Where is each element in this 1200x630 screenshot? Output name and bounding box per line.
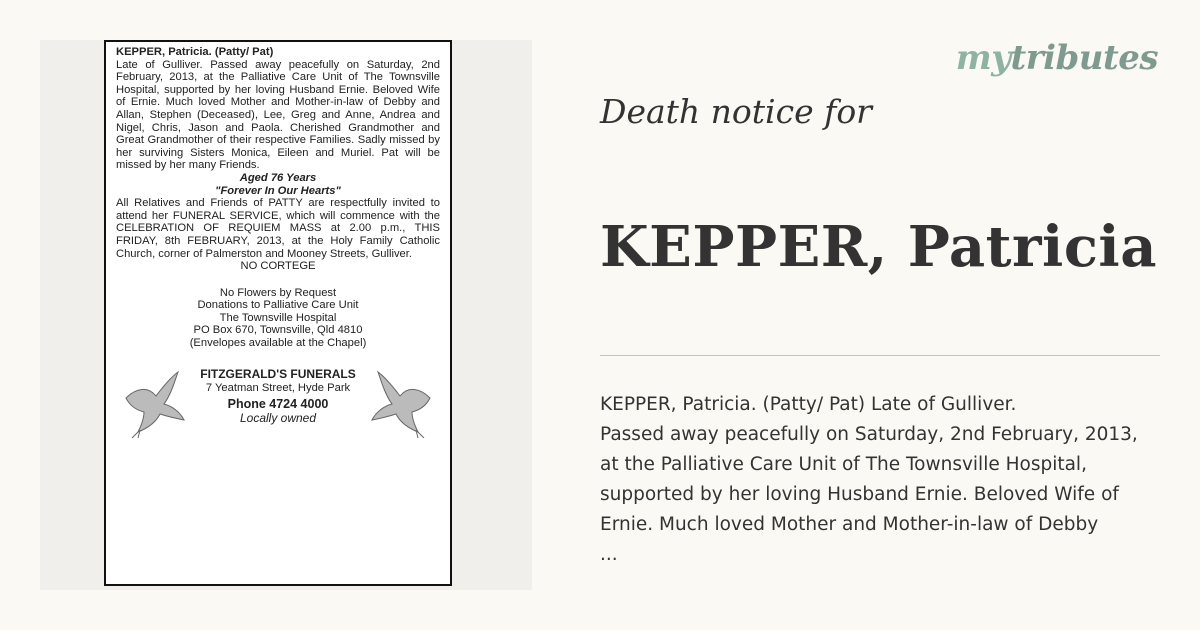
- excerpt-line: Ernie. Much loved Mother and Mother-in-law of Debby: [600, 514, 1099, 535]
- excerpt-ellipsis: ...: [600, 544, 618, 565]
- clipping-flowers: [116, 287, 440, 350]
- clipping-motto: "Forever In Our Hearts": [215, 184, 341, 197]
- newspaper-clipping: [104, 40, 452, 586]
- funeral-director-block: [116, 368, 440, 448]
- clipping-heading: KEPPER, Patricia. (Patty/ Pat): [116, 46, 274, 58]
- director-name: FITZGERALD'S FUNERALS: [200, 366, 356, 381]
- notice-image-panel: [40, 40, 532, 590]
- deceased-name: KEPPER, Patricia: [600, 214, 1157, 280]
- excerpt-line: at the Palliative Care Unit of The Townsville Hospital,: [600, 454, 1087, 475]
- dove-icon: [122, 368, 186, 438]
- flowers-line: No Flowers by Request: [219, 286, 337, 299]
- clipping-body: Late of Gulliver. Passed away peacefully on Saturday, 2nd February, 2013, at the Palliative Care Unit of The Townsville Hospital, supported by her loving Husband Ernie. Beloved Wife of Ernie. Much loved Mother and Mother-in-law of Debby and Allan, Stephen (Deceased), Lee, Greg and Anne, Andrea and Nigel, Chris, Jason and Paola. Cherished Grandmother and Great Grandmother of their respective Families. Sadly missed by her surviving Sisters Monica, Eileen and Muriel. Pat will be missed by her many Friends.: [116, 58, 440, 172]
- logo-tributes: tributes: [1010, 38, 1158, 78]
- divider: [600, 355, 1160, 356]
- excerpt-line: KEPPER, Patricia. (Patty/ Pat) Late of Gulliver.: [600, 394, 1017, 415]
- logo-my: my: [955, 38, 1011, 78]
- flowers-line: (Envelopes available at the Chapel): [189, 337, 367, 350]
- director-phone: Phone 4724 4000: [227, 396, 329, 411]
- director-owned: Locally owned: [239, 411, 317, 426]
- clipping-cortege: NO CORTEGE: [240, 260, 316, 273]
- clipping-funeral: All Relatives and Friends of PATTY are respectfully invited to attend her FUNERAL SERVICE, which will commence with the CELEBRATION OF REQUIEM MASS at 2.00 p.m., THIS FRIDAY, 8th FEBRUARY, 2013, at the Holy Family Catholic Church, corner of Palmerston and Mooney Streets, Gulliver.: [116, 197, 440, 260]
- clipping-age: Aged 76 Years: [239, 171, 317, 184]
- notice-excerpt: [600, 390, 1170, 570]
- flowers-line: Donations to Palliative Care Unit: [197, 299, 359, 312]
- excerpt-line: supported by her loving Husband Ernie. Beloved Wife of: [600, 484, 1119, 505]
- mytributes-logo[interactable]: [956, 38, 1158, 78]
- director-address: 7 Yeatman Street, Hyde Park: [205, 382, 351, 395]
- director-text: [186, 368, 370, 425]
- flowers-line: The Townsville Hospital: [219, 311, 337, 324]
- page-subtitle: Death notice for: [600, 92, 872, 131]
- flowers-line: PO Box 670, Townsville, Qld 4810: [193, 324, 363, 337]
- dove-icon: [370, 368, 434, 438]
- excerpt-line: Passed away peacefully on Saturday, 2nd February, 2013,: [600, 424, 1138, 445]
